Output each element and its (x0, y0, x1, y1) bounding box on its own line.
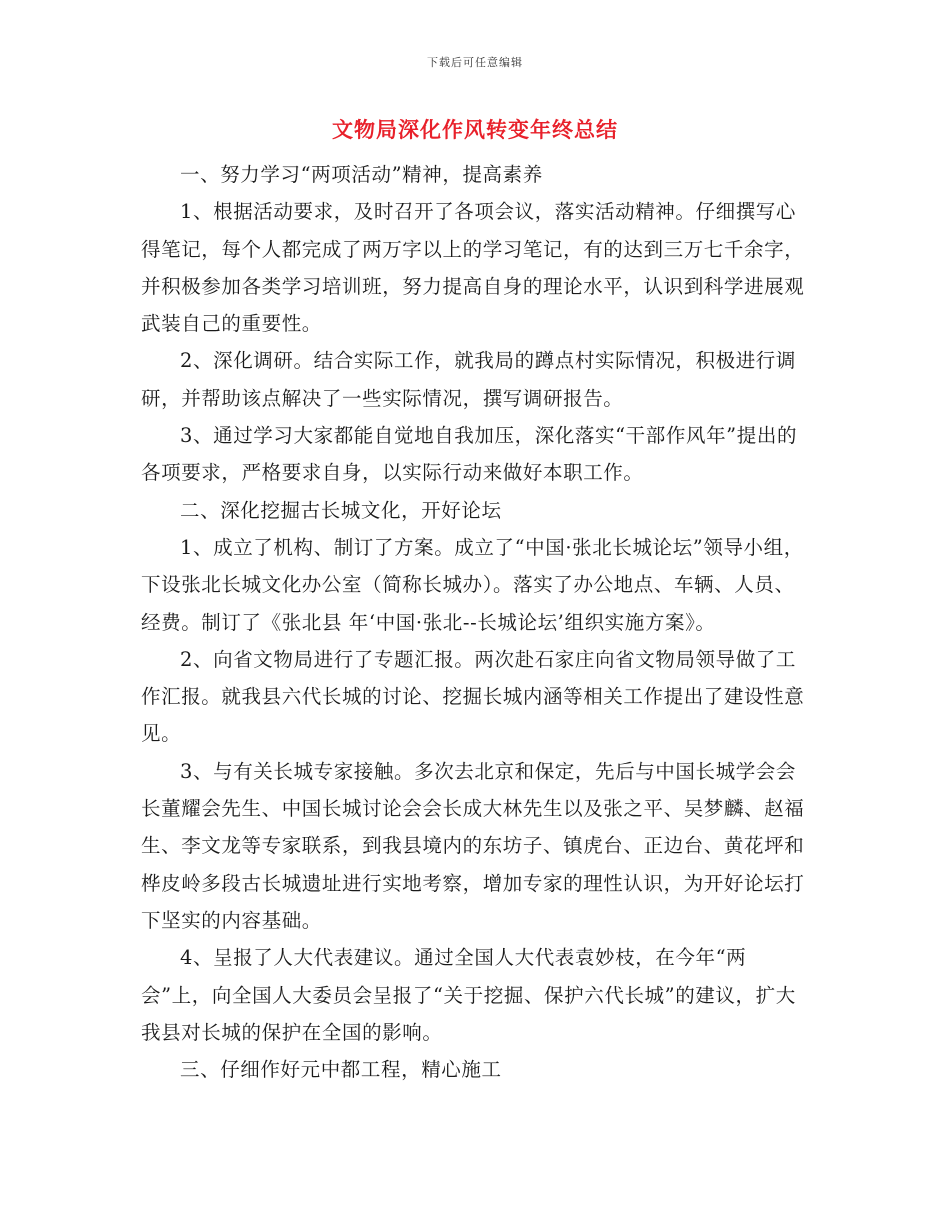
document-title: 文物局深化作风转变年终总结 (332, 118, 618, 142)
paragraph: 4、呈报了人大代表建议。通过全国人大代表袁妙枝，在今年“两会”上，向全国人大委员会呈报了“关于挖掘、保护六代长城”的建议，扩大我县对长城的保护在全国的影响。 (141, 946, 796, 1044)
paragraph: 3、通过学习大家都能自觉地自我加压，深化落实“干部作风年”提出的各项要求，严格要求自身，以实际行动来做好本职工作。 (141, 424, 798, 485)
section-heading-3: 三、仔细作好元中都工程，精心施工 (180, 1058, 502, 1082)
paragraph: 2、向省文物局进行了专题汇报。两次赴石家庄向省文物局领导做了工作汇报。就我县六代长城的讨论、挖掘长城内涵等相关工作提出了建设性意见。 (141, 647, 805, 746)
section-heading-2: 二、深化挖掘古长城文化，开好论坛 (180, 498, 502, 522)
section-heading-1: 一、努力学习“两项活动”精神，提高素养 (180, 163, 543, 186)
page-header-note: 下载后可任意编辑 (427, 56, 523, 69)
paragraph: 2、深化调研。结合实际工作，就我局的蹲点村实际情况，积极进行调研，并帮助该点解决了一些实际情况，撰写调研报告。 (141, 349, 797, 410)
paragraph: 3、与有关长城专家接触。多次去北京和保定，先后与中国长城学会会长董耀会先生、中国长城讨论会会长成大林先生以及张之平、吴梦麟、赵福生、李文龙等专家联系，到我县境内的东坊子、镇虎台、正边台、黄花坪和桦皮岭多段古长城遗址进行实地考察，增加专家的理性认识，为开好论坛打下坚实的内容基础。 (141, 759, 805, 932)
paragraph: 1、成立了机构、制订了方案。成立了“中国·张北长城论坛”领导小组，下设张北长城文化办公室（简称长城办）。落实了办公地点、车辆、人员、经费。制订了《张北县 年‘中国·张北--长城论坛’组织实施方案》。 (141, 535, 804, 634)
document-body (141, 156, 809, 1088)
paragraph: 1、根据活动要求，及时召开了各项会议，落实活动精神。仔细撰写心得笔记，每个人都完成了两万字以上的学习笔记，有的达到三万七千余字，并积极参加各类学习培训班，努力提高自身的理论水平，认识到科学进展观武装自己的重要性。 (141, 200, 805, 336)
